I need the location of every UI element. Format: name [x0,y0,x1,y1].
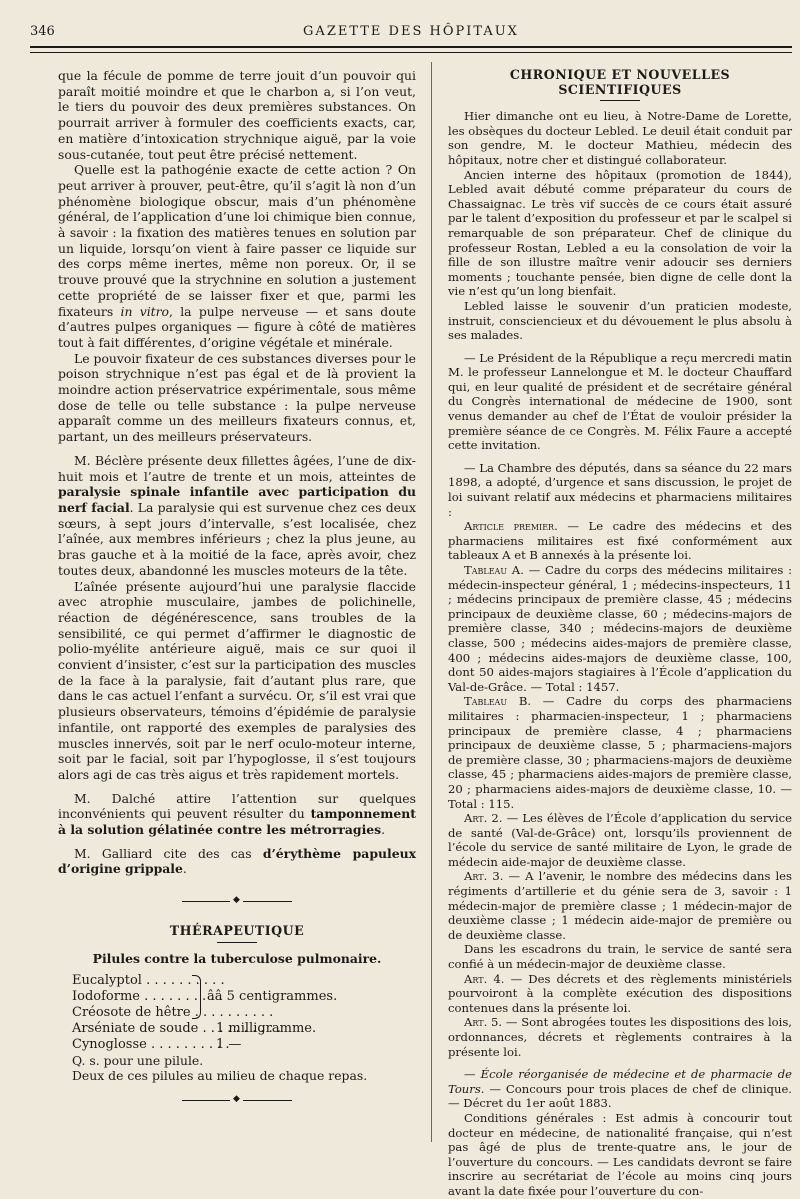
recipe-dose: ââ 5 centigrammes. [207,988,338,1004]
ornament-divider [182,899,292,905]
recipe-row [72,1037,416,1053]
recipe-list [72,973,416,1053]
paragraph: Le pouvoir fixateur de ces substances diverses pour le poison strychnique n’est pas égal et de là provient la moindre action préservatrice expérimentale, sous même dose de telle ou telle substance : la pulpe nerveuse apparaît comme un des meilleurs fixateurs connus, et, partant, un des meilleurs préservateurs. [58,350,416,445]
brace [192,975,201,1019]
recipe-row [72,1021,416,1037]
header-rule [30,46,792,53]
recipe-note: Q. s. pour une pilule. [72,1052,204,1068]
paragraph: Article premier. — Le cadre des médecins et des pharmaciens militaires est fixé conformément aux tableaux A et B annexés à la présente loi. [448,519,793,563]
paragraph: Art. 5. — Sont abrogées toutes les dispositions des lois, ordonnances, décrets et règlements contraires à la présente loi. [448,1015,792,1059]
recipe-ingredient: Cynoglosse . . . [72,1037,190,1053]
paragraph: — Le Président de la République a reçu mercredi matin M. le professeur Lannelongue et M. le docteur Chauffard qui, en leur qualité de président et de secrétaire général du Congrès international de médecine de 1900, sont venus demander au chef de l’État de vouloir présider la première séance de ce Congrès. M. Félix Faure a accepté cette invitation. [448,350,792,453]
paragraph: Art. 4. — Des décrets et des règlements ministériels pourvoiront à la complète exécution des dispositions contenues dans la présente loi. [448,971,792,1015]
recipe-ingredient: Eucalyptol . . . [72,973,190,989]
column-divider [431,62,432,1142]
paragraph: — École réorganisée de médecine et de pharmacie de Tours. — Concours pour trois places de chef de clinique. — Décret du 1er août 1883. [448,1067,792,1111]
short-rule [217,942,257,943]
recipe-dose: 1 milligramme. [216,1020,317,1036]
page-number: 346 [30,24,55,39]
right-column [448,67,793,1198]
page-header [30,20,792,44]
section-title-chronique: CHRONIQUE ET NOUVELLES SCIENTIFIQUES [509,67,731,97]
paragraph: M. Dalché attire l’attention sur quelques inconvénients qui peuvent résulter du tamponnement à la solution gélatinée contre les métrorragies. [58,790,416,838]
paragraph: M. Béclère présente deux fillettes âgées, l’une de dix-huit mois et l’autre de trente et un mois, atteintes de paralysie spinale infantile avec participation du nerf facial. La paralysie qui est survenue chez ces deux sœurs, à sept jours d’intervalle, s’est localisée, chez l’aînée, aux membres inférieurs ; chez la plus jeune, au bras gauche et à la moitié de la face, après avoir, chez toutes deux, abandonné les muscles moteurs de la tête. [58,452,416,578]
paragraph: Art. 2. — Les élèves de l’École d’application du service de santé (Val-de-Grâce) ont, lorsqu’ils proviennent de l’école du service de santé militaire de Lyon, le grade de médecin aide-major de deuxième classe. [448,811,792,869]
paragraph: Tableau B. — Cadre du corps des pharmaciens militaires : pharmacien-inspecteur, 1 ; pharmaciens principaux de première classe, 4 ; pharmaciens principaux de deuxième classe, 5 ; pharmaciens-majors de première classe, 30 ; pharmaciens-majors de deuxième classe, 45 ; pharmaciens aides-majors de première classe, 20 ; pharmaciens aides-majors de deuxième classe, 10. — Total : 115. [448,694,792,811]
recipe-ingredient: Créosote de hêtre . . . [72,1005,190,1021]
recipe-dose: 1 — [216,1036,242,1052]
recipe-ingredient: Arséniate de soude . . . [72,1021,190,1037]
section-title-therapeutique: THÉRAPEUTIQUE [169,923,305,939]
ornament-divider [182,1098,292,1104]
journal-title: GAZETTE DES HÔPITAUX [303,24,519,39]
recipe-ingredient: Iodoforme . . . [72,989,190,1005]
recipe-title: Pilules contre la tuberculose pulmonaire. [92,950,382,966]
paragraph: Dans les escadrons du train, le service de santé sera confié à un médecin-major de deuxième classe. [448,942,792,972]
paragraph: Tableau A. — Cadre du corps des médecins militaires : médecin-inspecteur général, 1 ; médecins-inspecteurs, 11 ; médecins principaux de première classe, 45 ; médecins principaux de deuxième classe, 60 ; médecins-majors de première classe, 340 ; médecins-majors de deuxième classe, 500 ; médecins aides-majors de première classe, 400 ; médecins aides-majors de deuxième classe, 100, dont 50 aides-majors stagiaires à l’École d’application du Val-de-Grâce. — Total : 1457. [448,563,792,694]
left-column [58,68,416,1148]
paragraph: que la fécule de pomme de terre jouit d’un pouvoir qui paraît moitié moindre et que le charbon a, si l’on veut, le tiers du pouvoir des deux premières substances. On pourrait arriver à formuler des coefficients exacts, car, en matière d’intoxication strychnique aiguë, par la voie sous-cutanée, tout peut être précisé nettement. [58,68,416,162]
paragraph: Conditions générales : Est admis à concourir tout docteur en médecine, de nationalité française, qui n’est pas âgé de plus de trente-quatre ans, le jour de l’ouverture du concours. — Les candidats devront se faire inscrire au secrétariat de l’école au moins cinq jours avant la date fixée pour l’ouverture du con- [448,1110,792,1198]
paragraph: M. Galliard cite des cas d’érythème papuleux d’origine grippale. [58,845,416,877]
recipe-instructions: Deux de ces pilules au milieu de chaque repas. [72,1068,368,1084]
paragraph: Ancien interne des hôpitaux (promotion de 1844), Lebled avait débuté comme préparateur du cours de Chassaignac. Le très vif succès de ce cours était assuré par le talent d’exposition du professeur et par le scalpel si remarquable de son préparateur. Chef de clinique du professeur Rostan, Lebled a eu la consolation de voir la fille de son illustre maître venir adoucir ses derniers moments ; touchante pensée, bien digne de celle dont la vie n’est qu’un long bienfait. [448,167,792,299]
short-rule [600,100,640,101]
recipe-brace-group [72,973,416,1021]
paragraph: Art. 3. — A l’avenir, le nombre des médecins dans les régiments d’artillerie et du génie sera de 3, savoir : 1 médecin-major de première classe ; 1 médecin-major de deuxième classe ; 1 médecin aide-major de première ou de deuxième classe. [448,869,792,942]
paragraph: Lebled laisse le souvenir d’un praticien modeste, instruit, consciencieux et du dévouement le plus absolu à ses malades. [448,298,792,343]
paragraph: L’aînée présente aujourd’hui une paralysie flaccide avec atrophie musculaire, jambes de polichinelle, réaction de dégénérescence, sans troubles de la sensibilité, ce qui permet d’affirmer le diagnostic de polio-myélite antérieure aiguë, mais ce sur quoi il convient d’insister, c’est sur la participation des muscles de la face à la paralysie, fait d’autant plus rare, que dans le cas actuel l’enfant a survécu. Or, s’il est vrai que plusieurs observateurs, témoins d’épidémie de paralysie infantile, ont rapporté des exemples de paralysies des muscles innervés, soit par le nerf oculo-moteur interne, soit par le facial, soit par l’hypoglosse, il s’est toujours alors agi de cas très aigus et très rapidement mortels. [58,578,416,782]
paragraph: Hier dimanche ont eu lieu, à Notre-Dame de Lorette, les obsèques du docteur Lebled. Le deuil était conduit par son gendre, M. le docteur Mathieu, médecin des hôpitaux, notre cher et distingué collaborateur. [448,109,792,167]
paragraph: Quelle est la pathogénie exacte de cette action ? On peut arriver à prouver, peut-être, qu’il s’agit là non d’un phénomène biologique obscur, mais d’un phénomène général, de l’application d’une loi chimique bien connue, à savoir : la fixation des matières tenues en solution par un liquide, lorsqu’on vient à faire passer ce liquide sur des corps même inertes, même non poreux. Or, il se trouve prouvé que la strychnine en solution a justement cette propriété de se laisser fixer et que, parmi les fixateurs in vitro, la pulpe nerveuse — et sans doute d’autres pulpes organiques — figure à côté de matières tout à fait différentes, d’origine végétale et minérale. [58,162,416,350]
paragraph: — La Chambre des députés, dans sa séance du 22 mars 1898, a adopté, d’urgence et sans discussion, le projet de loi suivant relatif aux médecins et pharmaciens militaires : [448,460,792,519]
